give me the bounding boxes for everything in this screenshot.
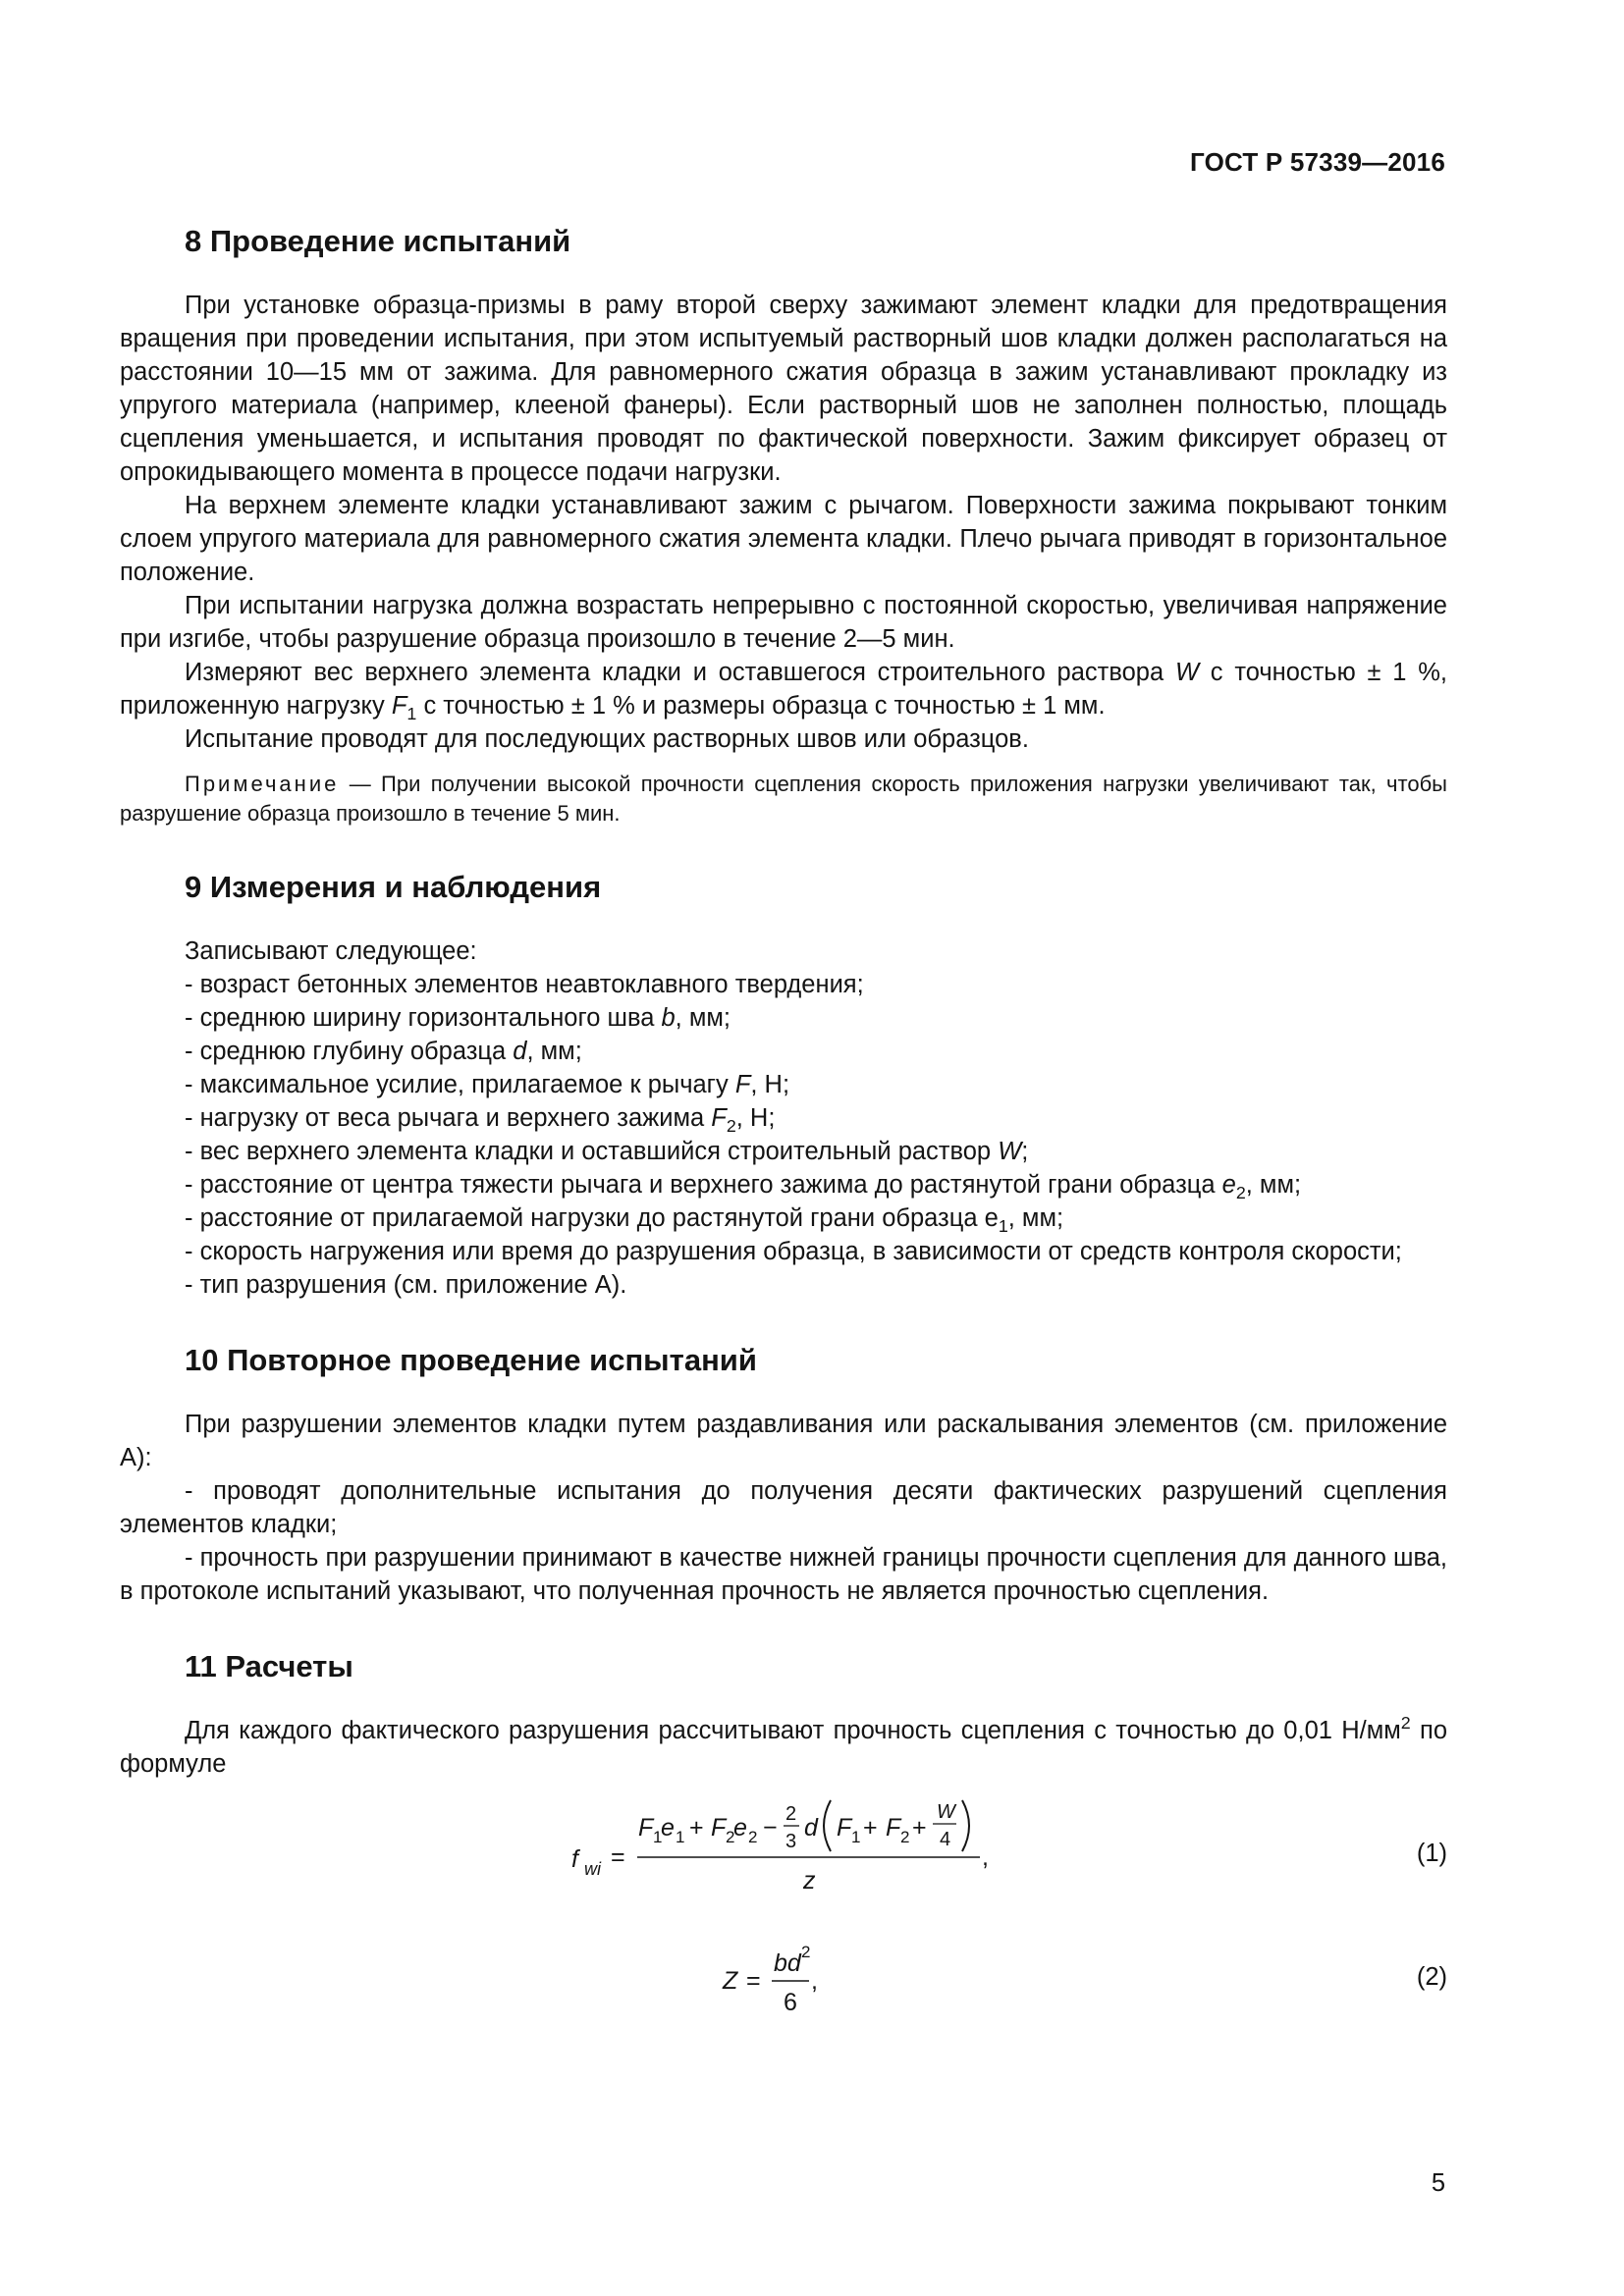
svg-text:bd: bd (774, 1949, 801, 1977)
svg-text:,: , (811, 1967, 818, 1995)
section-11-title: 11 Расчеты (185, 1649, 353, 1683)
section-8-paragraph-5: Испытание проводят для последующих растворных швов или образцов. (185, 725, 1029, 753)
var-w: W (1174, 659, 1200, 686)
page-number: 5 (1431, 2169, 1445, 2197)
svg-text:F: F (837, 1814, 852, 1842)
svg-text:2: 2 (748, 1828, 758, 1846)
svg-text:1: 1 (851, 1828, 861, 1846)
note-label: Примечание (185, 772, 340, 796)
list-item: - среднюю глубину образца d, мм; (185, 1038, 582, 1065)
svg-text:W: W (937, 1801, 955, 1823)
section-10-title: 10 Повторное проведение испытаний (185, 1343, 757, 1377)
section-10-paragraph-1: При разрушении элементов кладки путем раздавливания или раскалывания элементов (см. приложение А): (120, 1411, 1447, 1471)
svg-text:−: − (763, 1814, 778, 1842)
svg-text:Z: Z (723, 1967, 738, 1995)
svg-text:2: 2 (900, 1828, 910, 1846)
svg-text:F: F (638, 1814, 654, 1842)
list-item: - максимальное усилие, прилагаемое к рычагу F, Н; (185, 1071, 790, 1098)
formula-1-graphic (120, 1792, 1447, 1916)
svg-text:e: e (733, 1814, 747, 1842)
list-item: - вес верхнего элемента кладки и оставшийся строительный раствор W; (185, 1138, 1029, 1165)
page-content (120, 222, 1447, 2032)
note-text: — При получении высокой прочности сцепления скорость приложения нагрузки увеличивают так, чтобы разрушение образца произошло в течение 5 мин. (120, 772, 1447, 826)
svg-text:1: 1 (676, 1828, 685, 1846)
list-item: - тип разрушения (см. приложение А). (185, 1271, 627, 1299)
formula-2-graphic (120, 1934, 1447, 2032)
list-item: - нагрузку от веса рычага и верхнего зажима $F_2$, Н; (185, 1104, 776, 1136)
svg-text:F: F (886, 1814, 901, 1842)
svg-text:=: = (611, 1843, 625, 1871)
svg-text:1: 1 (653, 1828, 663, 1846)
svg-text:d: d (804, 1814, 818, 1842)
list-item: - среднюю ширину горизонтального шва b, мм; (185, 1004, 731, 1032)
section-9-title: 9 Измерения и наблюдения (185, 870, 602, 904)
section-10-paragraph-2: - проводят дополнительные испытания до получения десяти фактических разрушений сцепления элементов кладки; (120, 1477, 1447, 1538)
svg-text:F: F (711, 1814, 727, 1842)
svg-text:+: + (689, 1814, 704, 1842)
svg-text:6: 6 (784, 1989, 797, 2016)
section-8-paragraph-3: При испытании нагрузка должна возрастать непрерывно с постоянной скоростью, увеличивая напряжение при изгибе, чтобы разрушение образца произошло в течение 2—5 мин. (120, 592, 1447, 653)
list-item: - возраст бетонных элементов неавтоклавного твердения; (185, 971, 864, 998)
svg-text:=: = (746, 1967, 761, 1995)
list-item: - расстояние от центра тяжести рычага и верхнего зажима до растянутой грани образца $e_2$, мм; (185, 1171, 1302, 1202)
section-8-paragraph-1: При установке образца-призмы в раму второй сверху зажимают элемент кладки для предотвращения вращения при проведении испытания, при этом испытуемый растворный шов кладки должен располагаться на расстоянии 10—15 мм от зажима. Для равномерного сжатия образца в зажим устанавливают прокладку из упругого материала (например, клееной фанеры). Если растворный шов не заполнен полностью, площадь сцепления уменьшается, и испытания проводят по фактической поверхности. Зажим фиксирует образец от опрокидывающего момента в процессе подачи нагрузки. (120, 292, 1447, 486)
svg-text:+: + (863, 1814, 878, 1842)
section-8-paragraph-2: На верхнем элементе кладки устанавливают зажим с рычагом. Поверхности зажима покрывают тонким слоем упругого материала для равномерного сжатия элемента кладки. Плечо рычага приводят в горизонтальное положение. (120, 492, 1447, 586)
svg-text:2: 2 (801, 1943, 811, 1961)
svg-text:wi: wi (584, 1859, 601, 1879)
svg-text:4: 4 (940, 1829, 951, 1850)
list-item: - скорость нагружения или время до разрушения образца, в зависимости от средств контроля скорости; (185, 1238, 1402, 1265)
svg-text:2: 2 (726, 1828, 735, 1846)
section-10-paragraph-3: - прочность при разрушении принимают в качестве нижней границы прочности сцепления для данного шва, в протоколе испытаний указывают, что полученная прочность не является прочностью сцепления. (120, 1544, 1447, 1605)
var-f1: F (391, 692, 407, 720)
svg-text:f: f (571, 1845, 578, 1873)
formula-1 (120, 1792, 1447, 1916)
document-code-header: ГОСТ Р 57339—2016 (1190, 147, 1445, 177)
formula-2 (120, 1934, 1447, 2032)
list-item: - расстояние от прилагаемой нагрузки до растянутой грани образца $e_1$, мм; (185, 1204, 1064, 1236)
section-8-paragraph-4: Измеряют вес верхнего элемента кладки и оставшегося строительного раствора W с точностью ± 1 %, приложенную нагрузку $F_1$ с точностью ± 1 % и размеры образца с точностью ± 1 мм. (120, 659, 1447, 723)
svg-text:3: 3 (785, 1831, 797, 1852)
section-8-title: 8 Проведение испытаний (185, 224, 571, 258)
section-8-note (120, 770, 1447, 828)
section-9-intro: Записывают следующее: (185, 937, 477, 965)
equation-number-2: (2) (1416, 1963, 1447, 1991)
svg-text:2: 2 (785, 1803, 797, 1825)
section-11-paragraph-1: Для каждого фактического разрушения рассчитывают прочность сцепления с точностью до 0,01 $Н/мм^2$ по формуле (120, 1713, 1448, 1778)
svg-text:e: e (661, 1814, 675, 1842)
svg-text:z: z (803, 1867, 816, 1895)
svg-text:+: + (912, 1814, 927, 1842)
svg-text:,: , (982, 1843, 989, 1871)
equation-number-1: (1) (1416, 1840, 1447, 1867)
